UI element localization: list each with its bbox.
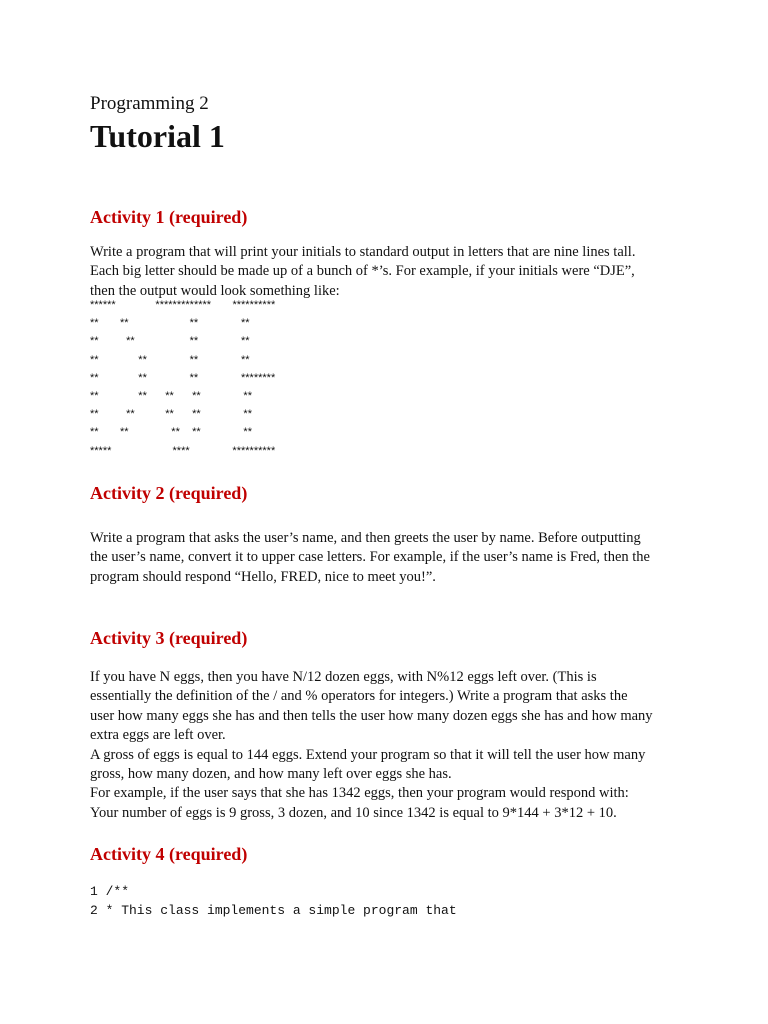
activity-4-heading: Activity 4 (required) — [90, 844, 248, 864]
paragraph-line: A gross of eggs is equal to 144 eggs. Extend your program so that it will tell the user how many — [90, 746, 646, 763]
ascii-art-line: ** ** ** ** — [90, 335, 250, 348]
activity-3-heading: Activity 3 (required) — [90, 628, 248, 648]
page-title: Tutorial 1 — [90, 118, 225, 154]
paragraph-line: gross, how many dozen, and how many left over eggs she has. — [90, 766, 452, 783]
activity-3-description — [90, 668, 690, 823]
course-name: Programming 2 — [90, 93, 209, 114]
code-line: 1 /** — [90, 884, 130, 899]
initials-ascii-art — [90, 296, 430, 461]
ascii-art-line: ** ** ** ** ** — [90, 390, 252, 403]
paragraph-line: then the output would look something like: — [90, 282, 340, 299]
paragraph-line: Your number of eggs is 9 gross, 3 dozen, and 10 since 1342 is equal to 9*144 + 3*12 + 10. — [90, 804, 617, 821]
ascii-art-line: ** ** ** ** ** — [90, 408, 252, 421]
activity-2-heading: Activity 2 (required) — [90, 483, 248, 503]
ascii-art-line: ** ** ** ** ** — [90, 426, 252, 439]
paragraph-line: the user’s name, convert it to upper case letters. For example, if the user’s name is Fred, then the — [90, 549, 650, 566]
paragraph-line: extra eggs are left over. — [90, 727, 226, 744]
ascii-art-line: ****** ************* ********** — [90, 299, 276, 311]
paragraph-line: program should respond “Hello, FRED, nice to meet you!”. — [90, 568, 436, 585]
paragraph-line: essentially the definition of the / and % operators for integers.) Write a program that asks the — [90, 688, 628, 705]
code-listing — [90, 883, 457, 920]
ascii-art-line: ** ** ** ******** — [90, 371, 276, 384]
activity-2-description — [90, 529, 690, 587]
paragraph-line: Write a program that asks the user’s name, and then greets the user by name. Before outputting — [90, 530, 641, 546]
ascii-art-line: ***** **** ********** — [90, 444, 276, 457]
paragraph-line: Write a program that will print your initials to standard output in letters that are nine lines tall. — [90, 244, 636, 260]
paragraph-line: If you have N eggs, then you have N/12 dozen eggs, with N%12 eggs left over. (This is — [90, 669, 597, 685]
paragraph-line: Each big letter should be made up of a bunch of *’s. For example, if your initials were “DJE”, — [90, 263, 635, 280]
ascii-art-line: ** ** ** ** — [90, 353, 250, 366]
code-line: 2 * This class implements a simple program that — [90, 902, 457, 918]
ascii-art-line: ** ** ** ** — [90, 317, 250, 330]
paragraph-line: For example, if the user says that she has 1342 eggs, then your program would respond with: — [90, 785, 629, 802]
paragraph-line: user how many eggs she has and then tells the user how many dozen eggs she has and how many — [90, 707, 653, 724]
activity-1-description — [90, 243, 690, 301]
activity-1-heading: Activity 1 (required) — [90, 207, 248, 227]
